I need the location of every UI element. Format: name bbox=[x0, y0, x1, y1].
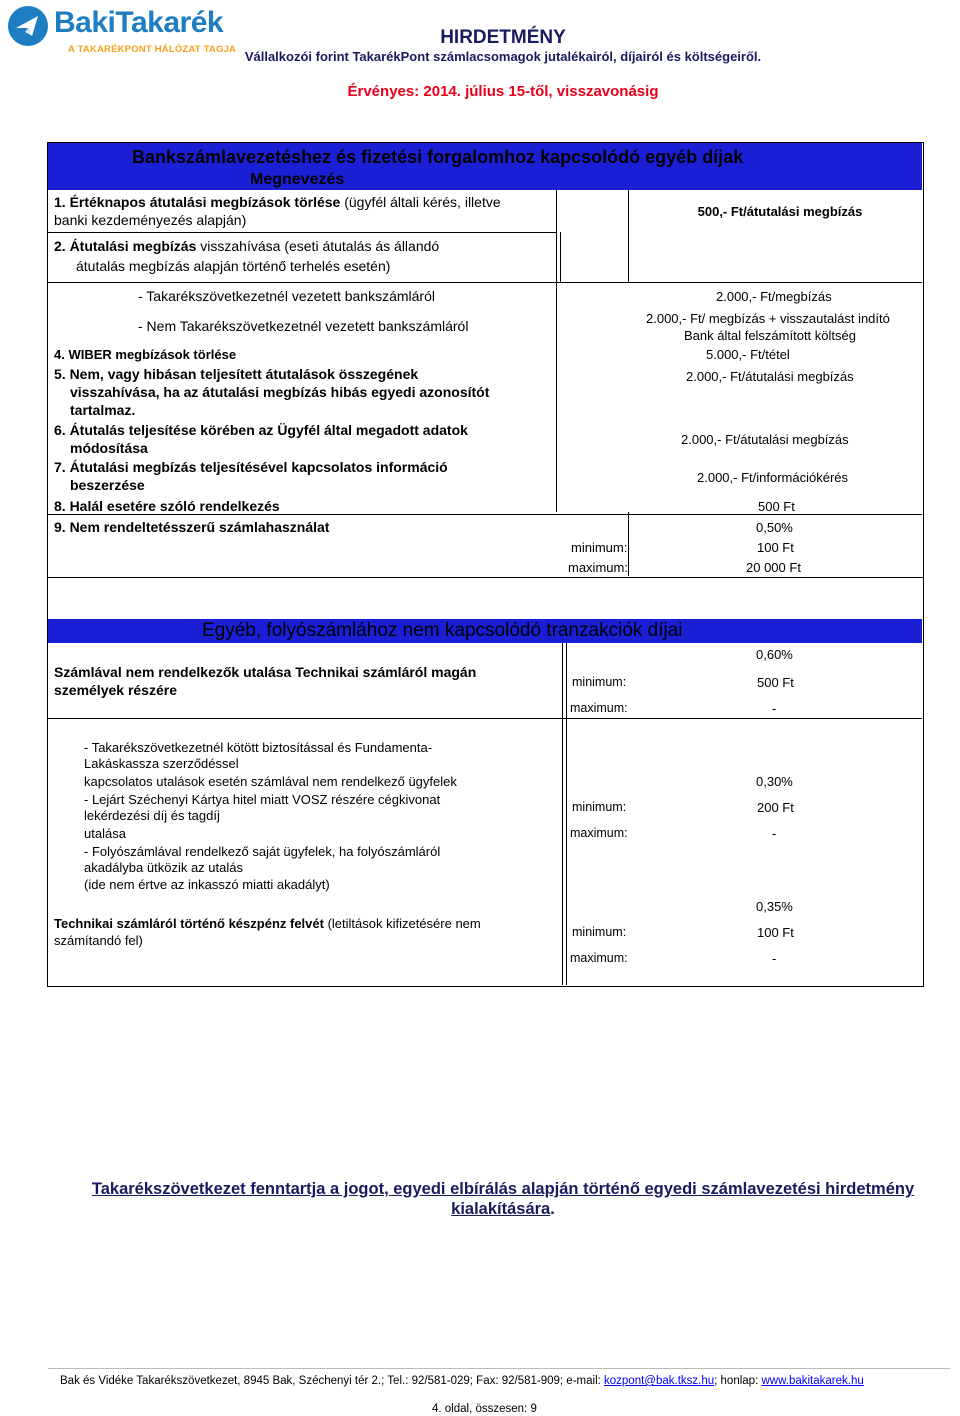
s2-row2-min-label: minimum: bbox=[572, 800, 627, 814]
s2-row2-line: Lakáskassza szerződéssel bbox=[84, 756, 239, 771]
validity-text: Érvényes: 2014. július 15-től, visszavonásig bbox=[347, 83, 659, 100]
s2-row2-min: 200 Ft bbox=[757, 800, 794, 815]
row7-label-line2: beszerzése bbox=[70, 477, 145, 493]
row2a-label: - Takarékszövetkezetnél vezetett bankszámláról bbox=[138, 288, 435, 304]
s2-row2-line: - Takarékszövetkezetnél kötött biztosítással és Fundamenta- bbox=[84, 740, 433, 755]
row9-max: 20 000 Ft bbox=[746, 560, 801, 575]
s2-row2-line: kapcsolatos utalások esetén számlával nem rendelkező ügyfelek bbox=[84, 774, 457, 789]
email-link[interactable]: kozpont@bak.tksz.hu bbox=[604, 1375, 715, 1387]
s2-row3-min-label: minimum: bbox=[572, 925, 627, 939]
row2a-fee: 2.000,- Ft/megbízás bbox=[716, 289, 832, 304]
s2-row2-fee: 0,30% bbox=[756, 774, 793, 789]
row5-label-line1: 5. Nem, vagy hibásan teljesített átutalások összegének bbox=[54, 366, 419, 382]
row4-fee: 5.000,- Ft/tétel bbox=[706, 347, 790, 362]
row8-fee: 500 Ft bbox=[758, 499, 795, 514]
s2-row2-max-label: maximum: bbox=[570, 826, 628, 840]
row2b-fee-line2: Bank által felszámított költség bbox=[684, 328, 856, 343]
s2-row2-max: - bbox=[772, 826, 777, 841]
row6-label-line1: 6. Átutalás teljesítése körében az Ügyfél által megadott adatok bbox=[54, 422, 468, 438]
row2-label: 2. Átutalási megbízás visszahívása (eseti átutalás ás állandó bbox=[54, 238, 440, 254]
s2-row1-fee: 0,60% bbox=[756, 647, 793, 662]
row7-label-line1: 7. Átutalási megbízás teljesítésével kapcsolatos információ bbox=[54, 459, 448, 475]
row9-min: 100 Ft bbox=[757, 540, 794, 555]
s2-row2-line: (ide nem értve az inkasszó miatti akadályt) bbox=[84, 877, 330, 892]
row2b-fee-line1: 2.000,- Ft/ megbízás + visszautalást indító bbox=[646, 311, 890, 326]
row2-label-line2: átutalás megbízás alapján történő terhelés esetén) bbox=[76, 258, 391, 274]
s2-row3-label: Technikai számláról történő készpénz felvét (letiltások kifizetésére nem bbox=[54, 916, 481, 931]
row1-label-line2: banki kezdeményezés alapján) bbox=[54, 212, 247, 228]
s2-row1-label-line1: Számlával nem rendelkezők utalása Technikai számláról magán bbox=[54, 664, 477, 680]
row5-label-line3: tartalmaz. bbox=[70, 402, 136, 418]
row4-label: 4. WIBER megbízások törlése bbox=[54, 347, 237, 362]
section2-title: Egyéb, folyószámlához nem kapcsolódó tranzakciók díjai bbox=[202, 620, 683, 641]
column-header-bar bbox=[48, 170, 922, 190]
divider bbox=[48, 232, 556, 233]
s2-row2-line: utalása bbox=[84, 826, 126, 841]
row1-fee: 500,- Ft/átutalási megbízás bbox=[697, 204, 863, 219]
s2-row1-label-line2: személyek részére bbox=[54, 682, 177, 698]
s2-row1-min: 500 Ft bbox=[757, 675, 794, 690]
divider bbox=[562, 643, 567, 985]
s2-row1-min-label: minimum: bbox=[572, 675, 627, 689]
divider bbox=[628, 190, 629, 282]
row5-fee: 2.000,- Ft/átutalási megbízás bbox=[686, 369, 854, 384]
s2-row2-line: lekérdezési díj és tagdíj bbox=[84, 808, 220, 823]
s2-row2-line: - Lejárt Széchenyi Kártya hitel miatt VOSZ részére cégkivonat bbox=[84, 792, 441, 807]
row9-min-label: minimum: bbox=[571, 540, 628, 555]
row1-label: 1. Értéknapos átutalási megbízások törlése (ügyfél általi kérés, illetve bbox=[54, 194, 501, 210]
s2-row3-fee: 0,35% bbox=[756, 899, 793, 914]
row9-max-label: maximum: bbox=[568, 560, 628, 575]
divider bbox=[556, 232, 561, 282]
row8-label: 8. Halál esetére szóló rendelkezés bbox=[54, 498, 280, 514]
s2-row3-max: - bbox=[772, 951, 777, 966]
row9-label: 9. Nem rendeltetésszerű számlahasználat bbox=[54, 519, 330, 535]
divider bbox=[48, 514, 922, 515]
section1-title: Bankszámlavezetéshez és fizetési forgalomhoz kapcsolódó egyéb díjak bbox=[132, 147, 744, 167]
s2-row1-max-label: maximum: bbox=[570, 701, 628, 715]
column-header-label: Megnevezés bbox=[250, 171, 345, 188]
row9-fee: 0,50% bbox=[756, 520, 793, 535]
logo-tagline: A TAKARÉKPONT HÁLÓZAT TAGJA bbox=[68, 44, 237, 55]
document-title: HIRDETMÉNY bbox=[440, 27, 566, 48]
row5-label-line2: visszahívása, ha az átutalási megbízás hibás egyedi azonosítót bbox=[70, 384, 490, 400]
logo-mark bbox=[8, 6, 48, 46]
website-link[interactable]: www.bakitakarek.hu bbox=[761, 1375, 864, 1387]
divider bbox=[556, 282, 557, 512]
row6-fee: 2.000,- Ft/átutalási megbízás bbox=[681, 432, 849, 447]
divider bbox=[48, 718, 922, 719]
s2-row2-line: - Folyószámlával rendelkező saját ügyfelek, ha folyószámláról bbox=[84, 844, 441, 859]
s2-row3-max-label: maximum: bbox=[570, 951, 628, 965]
page-number: 4. oldal, összesen: 9 bbox=[432, 1403, 537, 1415]
divider bbox=[628, 512, 629, 576]
row2b-label: - Nem Takarékszövetkezetnél vezetett bankszámláról bbox=[138, 318, 469, 334]
footer-contact: Bak és Vidéke Takarékszövetkezet, 8945 Bak, Széchenyi tér 2.; Tel.: 92/581-029; Fax: 92/581-909; e-mail: kozpont@bak.tksz.hu; honlap: www.bakitakarek.hu bbox=[60, 1375, 864, 1387]
s2-row1-max: - bbox=[772, 701, 777, 716]
row6-label-line2: módosítása bbox=[70, 440, 148, 456]
divider bbox=[48, 282, 922, 283]
s2-row2-line: akadályba ütközik az utalás bbox=[84, 860, 243, 875]
footer-divider bbox=[48, 1368, 950, 1369]
disclaimer-note: Takarékszövetkezet fenntartja a jogot, egyedi elbírálás alapján történő egyedi számlavezetési hirdetmény kialakítására. bbox=[91, 1180, 915, 1218]
document-subtitle: Vállalkozói forint TakarékPont számlacsomagok jutalékairól, díjairól és költségeiről. bbox=[244, 49, 762, 64]
s2-row3-min: 100 Ft bbox=[757, 925, 794, 940]
divider bbox=[556, 190, 557, 232]
logo-text: BakiTakarék bbox=[54, 6, 224, 39]
row7-fee: 2.000,- Ft/információkérés bbox=[697, 470, 849, 485]
s2-row3-label-line2: számítandó fel) bbox=[54, 933, 143, 948]
